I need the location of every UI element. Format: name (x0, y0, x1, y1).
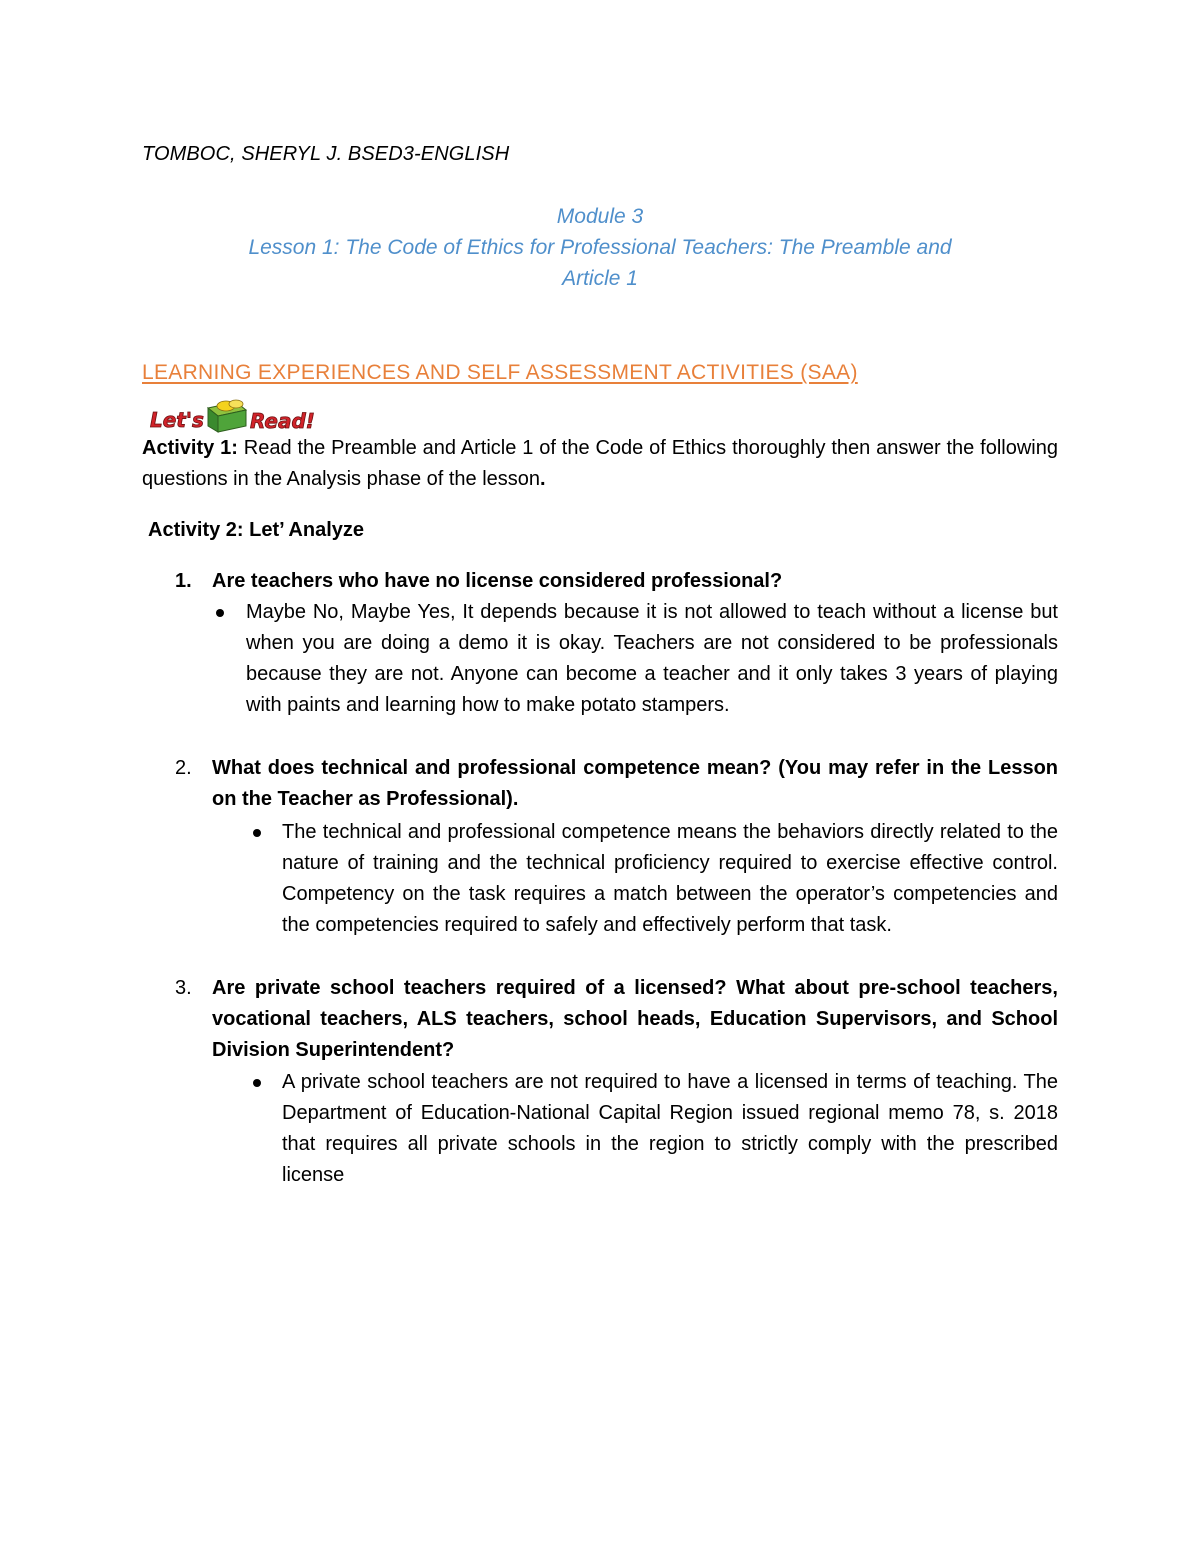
activity-1-label: Activity 1: (142, 437, 238, 459)
bullet-icon (253, 829, 261, 837)
answer-2-text: The technical and professional competence means the behaviors directly related to the nature of training and the technical proficiency required to exercise effective control. Competency on the task requires a match between the operator’s competencies and the competencies required to safely and effectively perform that task. (282, 821, 1058, 936)
answer-1-text: Maybe No, Maybe Yes, It depends because it is not allowed to teach without a license but when you are doing a demo it is okay. Teachers are not considered to be professionals because they are not. Anyone can become a teacher and it only takes 3 years of playing with paints and learning how to make potato stampers. (246, 601, 1058, 716)
answer-3-text: A private school teachers are not required to have a licensed in terms of teaching. The Department of Education-National Capital Region issued regional memo 78, s. 2018 that requires all private schools in the region to strictly comply with the prescribed license (282, 1071, 1058, 1186)
lesson-title-line-1: Lesson 1: The Code of Ethics for Professional Teachers: The Preamble and (248, 236, 952, 259)
section-heading: LEARNING EXPERIENCES AND SELF ASSESSMENT ACTIVITIES (SAA) (142, 361, 858, 384)
activity-1-period: . (540, 468, 546, 490)
svg-text:Read!: Read! (250, 409, 315, 433)
book-box-icon (208, 400, 246, 432)
bullet-icon (216, 609, 224, 617)
lets-read-logo (146, 398, 334, 434)
question-1-text: Are teachers who have no license considered professional? (212, 570, 783, 592)
author-line: TOMBOC, SHERYL J. BSED3-ENGLISH (142, 143, 510, 165)
module-title: Module 3 (556, 205, 644, 228)
question-3-number: 3. (175, 977, 192, 999)
activity-1-text: Read the Preamble and Article 1 of the Code of Ethics thoroughly then answer the following questions in the Analysis phase of the lesson (142, 437, 1059, 490)
question-3-text: Are private school teachers required of a licensed? What about pre-school teachers, vocational teachers, ALS teachers, school heads, Education Supervisors, and School Division Superintendent? (212, 977, 1058, 1061)
svg-text:Let's: Let's (150, 408, 204, 432)
activity-2-heading: Activity 2: Let’ Analyze (148, 519, 364, 541)
question-1-number: 1. (175, 570, 192, 592)
activity-1-paragraph (142, 433, 1058, 495)
question-2-number: 2. (175, 757, 192, 779)
bullet-icon (253, 1079, 261, 1087)
question-2-text: What does technical and professional competence mean? (You may refer in the Lesson on the Teacher as Professional). (212, 757, 1058, 810)
lesson-title-line-2: Article 1 (562, 267, 638, 290)
